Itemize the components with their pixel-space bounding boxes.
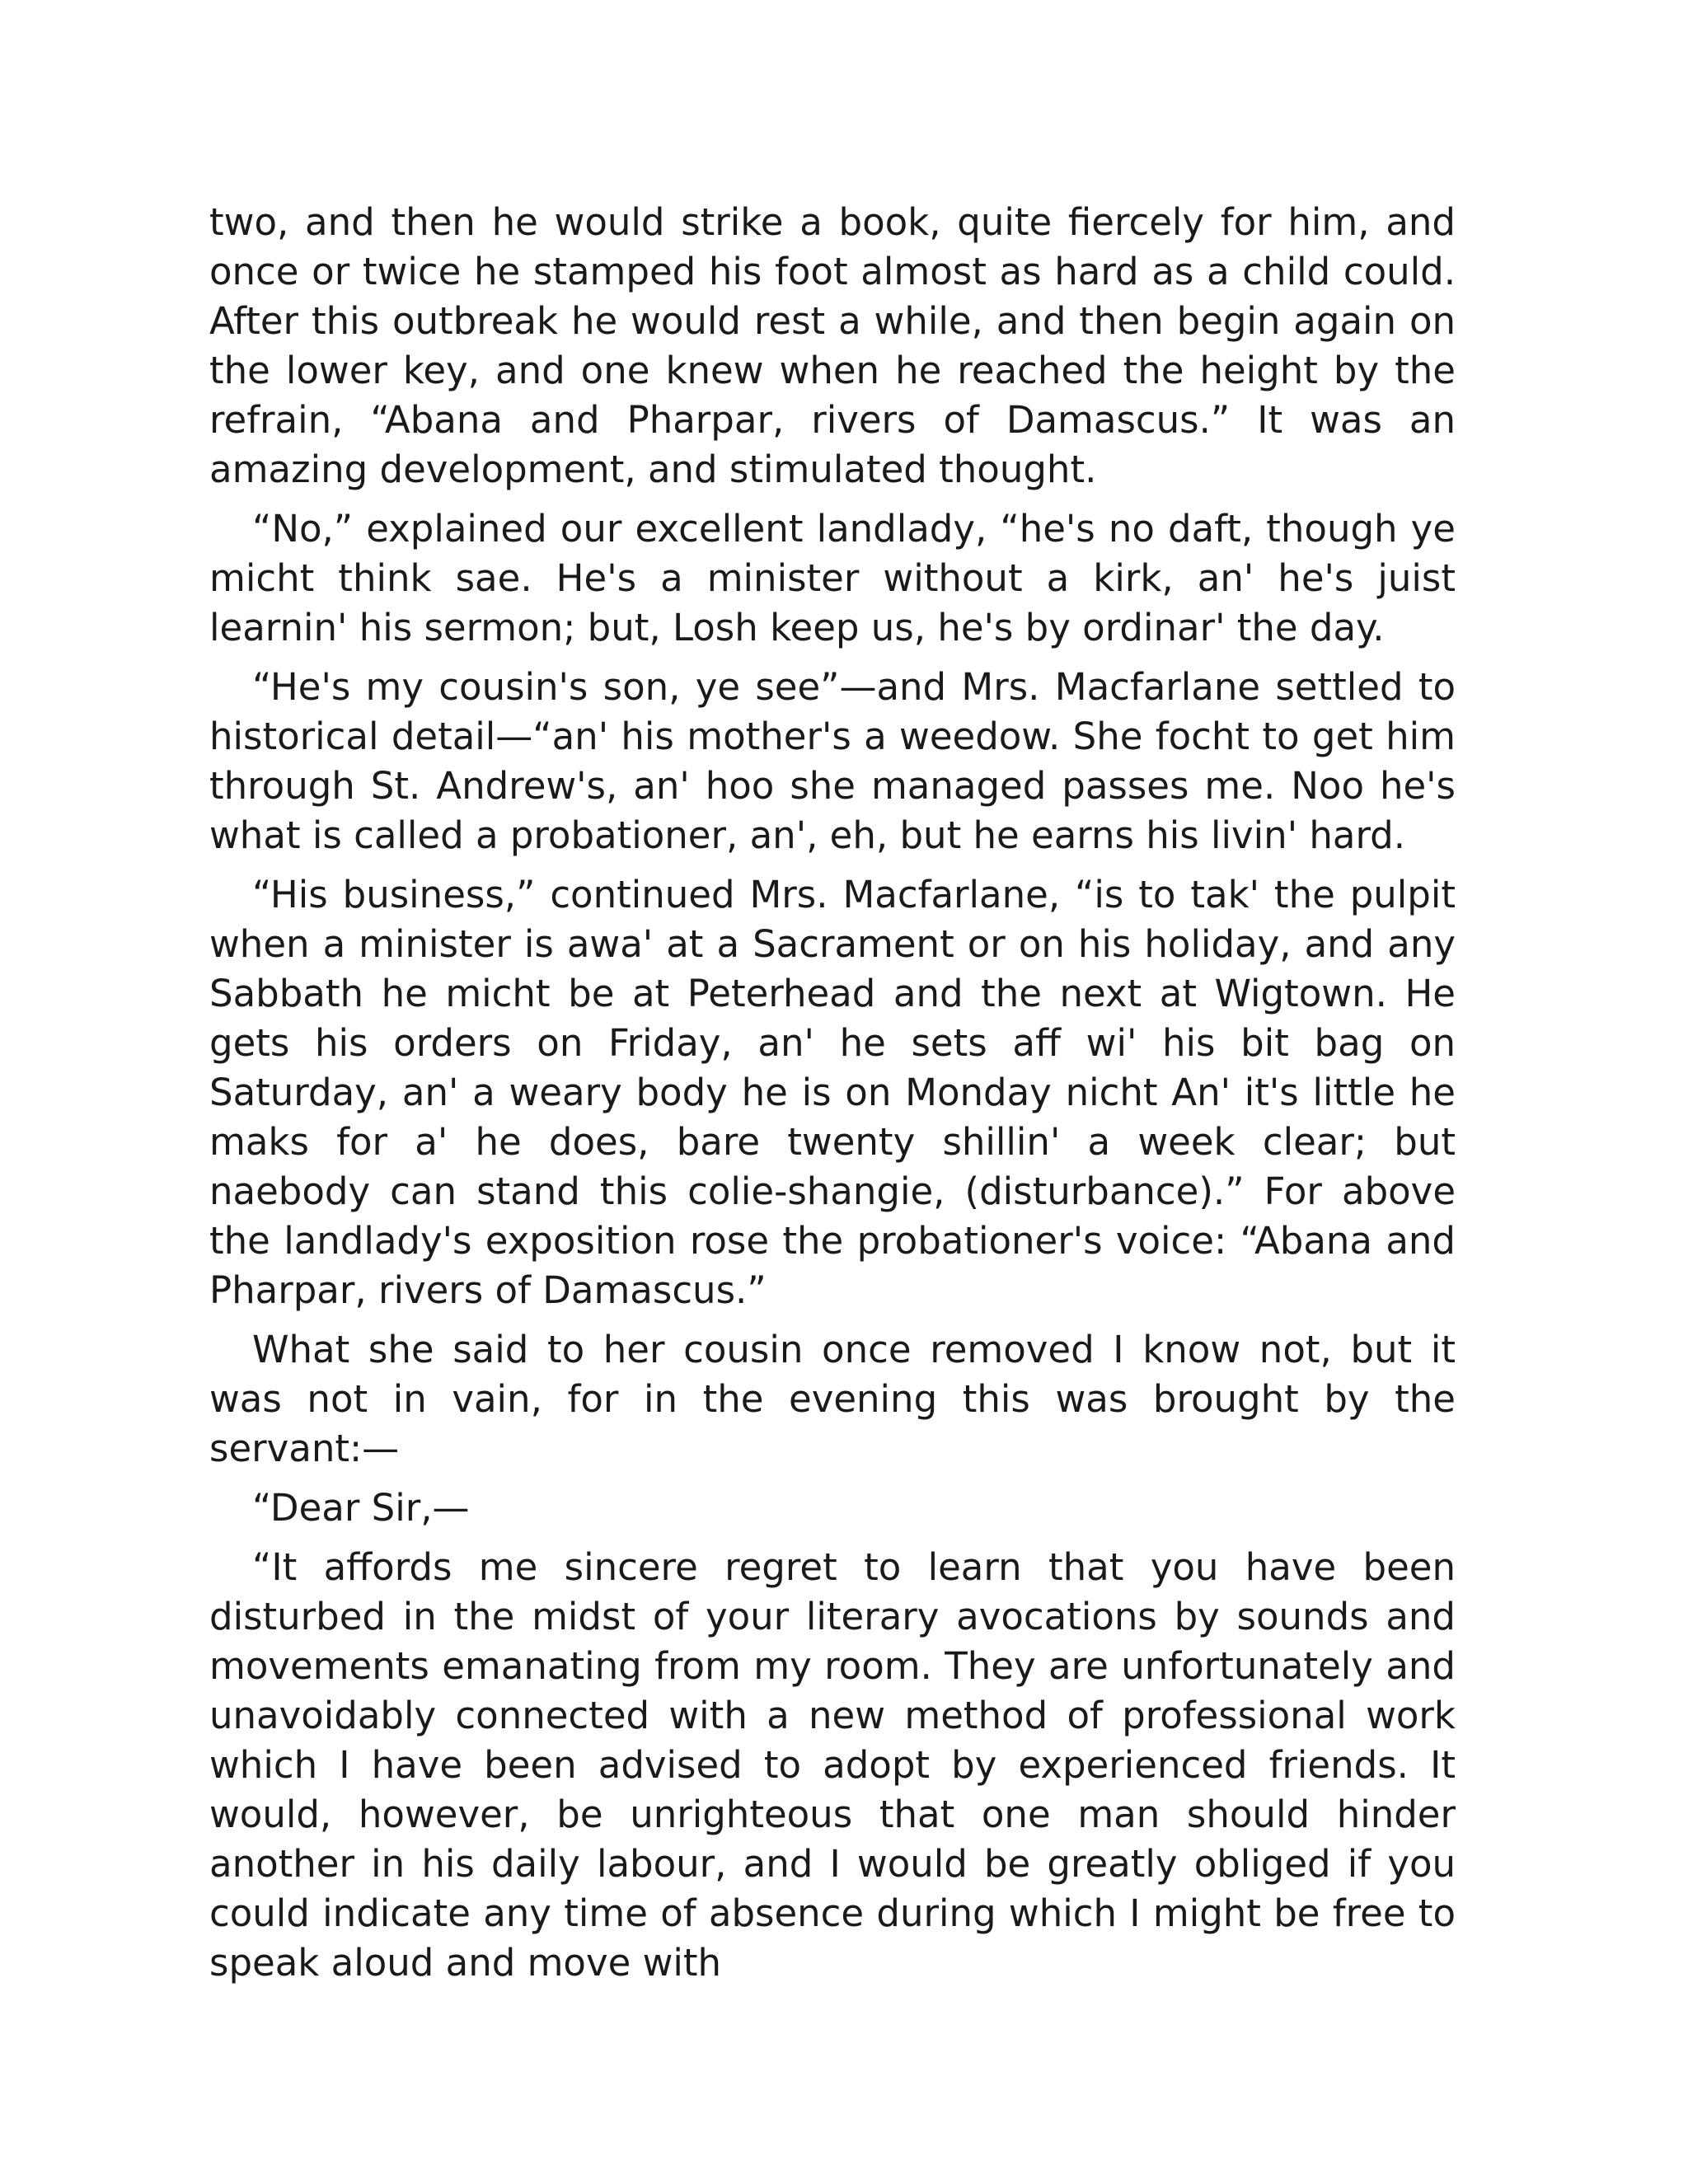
- page-body: [209, 198, 1456, 1998]
- letter-body: “It affords me sincere regret to learn that you have been disturbed in the midst of your literary avocations by sounds and movements emanating from my room. They are unfortunately and unavoidably connected with a new method of professional work which I have been advised to adopt by experienced friends. It would, however, be unrighteous that one man should hinder another in his daily labour, and I would be greatly obliged if you could indicate any time of absence during which I might be free to speak aloud and move with: [209, 1545, 1456, 1985]
- paragraph: What she said to her cousin once removed I know not, but it was not in vain, for in the evening this was brought by the servant:—: [209, 1328, 1456, 1470]
- paragraph: “His business,” continued Mrs. Macfarlane, “is to tak' the pulpit when a minister is awa' at a Sacrament or on his holiday, and any Sabbath he micht be at Peterhead and the next at Wigtown. He gets his orders on Friday, an' he sets aff wi' his bit bag on Saturday, an' a weary body he is on Monday nicht An' it's little he maks for a' he does, bare twenty shillin' a week clear; but naebody can stand this colie-shangie, (disturbance).” For above the landlady's exposition rose the probationer's voice: “Abana and Pharpar, rivers of Damascus.”: [209, 873, 1456, 1312]
- letter-salutation: “Dear Sir,—: [252, 1486, 470, 1530]
- paragraph: “No,” explained our excellent landlady, “he's no daft, though ye micht think sae. He's a minister without a kirk, an' he's juist learnin' his sermon; but, Losh keep us, he's by ordinar' the day.: [209, 507, 1456, 649]
- paragraph: “He's my cousin's son, ye see”—and Mrs. Macfarlane settled to historical detail—“an' his mother's a weedow. She focht to get him through St. Andrew's, an' hoo she managed passes me. Noo he's what is called a probationer, an', eh, but he earns his livin' hard.: [209, 665, 1456, 857]
- paragraph: two, and then he would strike a book, quite fiercely for him, and once or twice he stamped his foot almost as hard as a child could. After this outbreak he would rest a while, and then begin again on the lower key, and one knew when he reached the height by the refrain, “Abana and Pharpar, rivers of Damascus.” It was an amazing development, and stimulated thought.: [209, 200, 1456, 491]
